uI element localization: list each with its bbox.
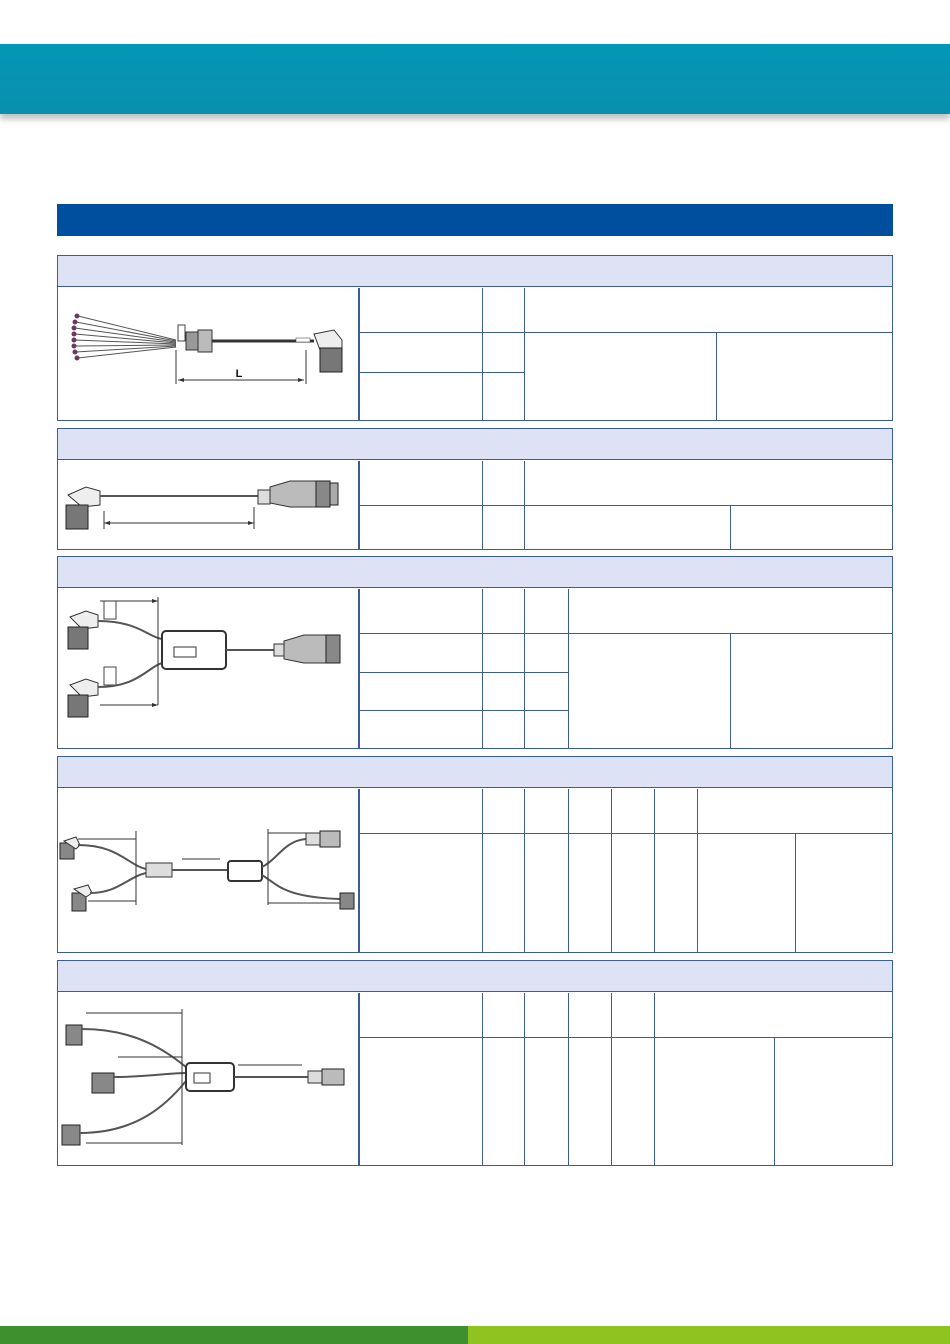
product-image — [58, 789, 359, 953]
product-block-5 — [57, 960, 893, 1166]
product-block-2 — [57, 428, 893, 550]
header-band — [0, 44, 950, 114]
footer-band-right — [468, 1326, 950, 1344]
product-image — [58, 288, 359, 421]
block-header — [58, 429, 892, 460]
block-header — [58, 557, 892, 588]
triple-cable-icon — [58, 993, 358, 1166]
block-header — [58, 961, 892, 992]
footer-band-left — [0, 1326, 468, 1344]
product-image — [58, 461, 359, 550]
product-image — [58, 589, 359, 749]
product-block-4 — [57, 756, 893, 953]
cable-icon — [58, 461, 358, 550]
wire-harness-icon — [58, 288, 358, 421]
double-y-cable-icon — [58, 789, 358, 953]
product-block-3 — [57, 556, 893, 749]
dimension-label-l: L — [235, 368, 243, 380]
product-image — [58, 993, 359, 1166]
product-block-1 — [57, 255, 893, 421]
block-header — [58, 256, 892, 287]
y-cable-icon — [58, 589, 358, 749]
block-header — [58, 757, 892, 788]
section-title-bar — [57, 204, 893, 236]
